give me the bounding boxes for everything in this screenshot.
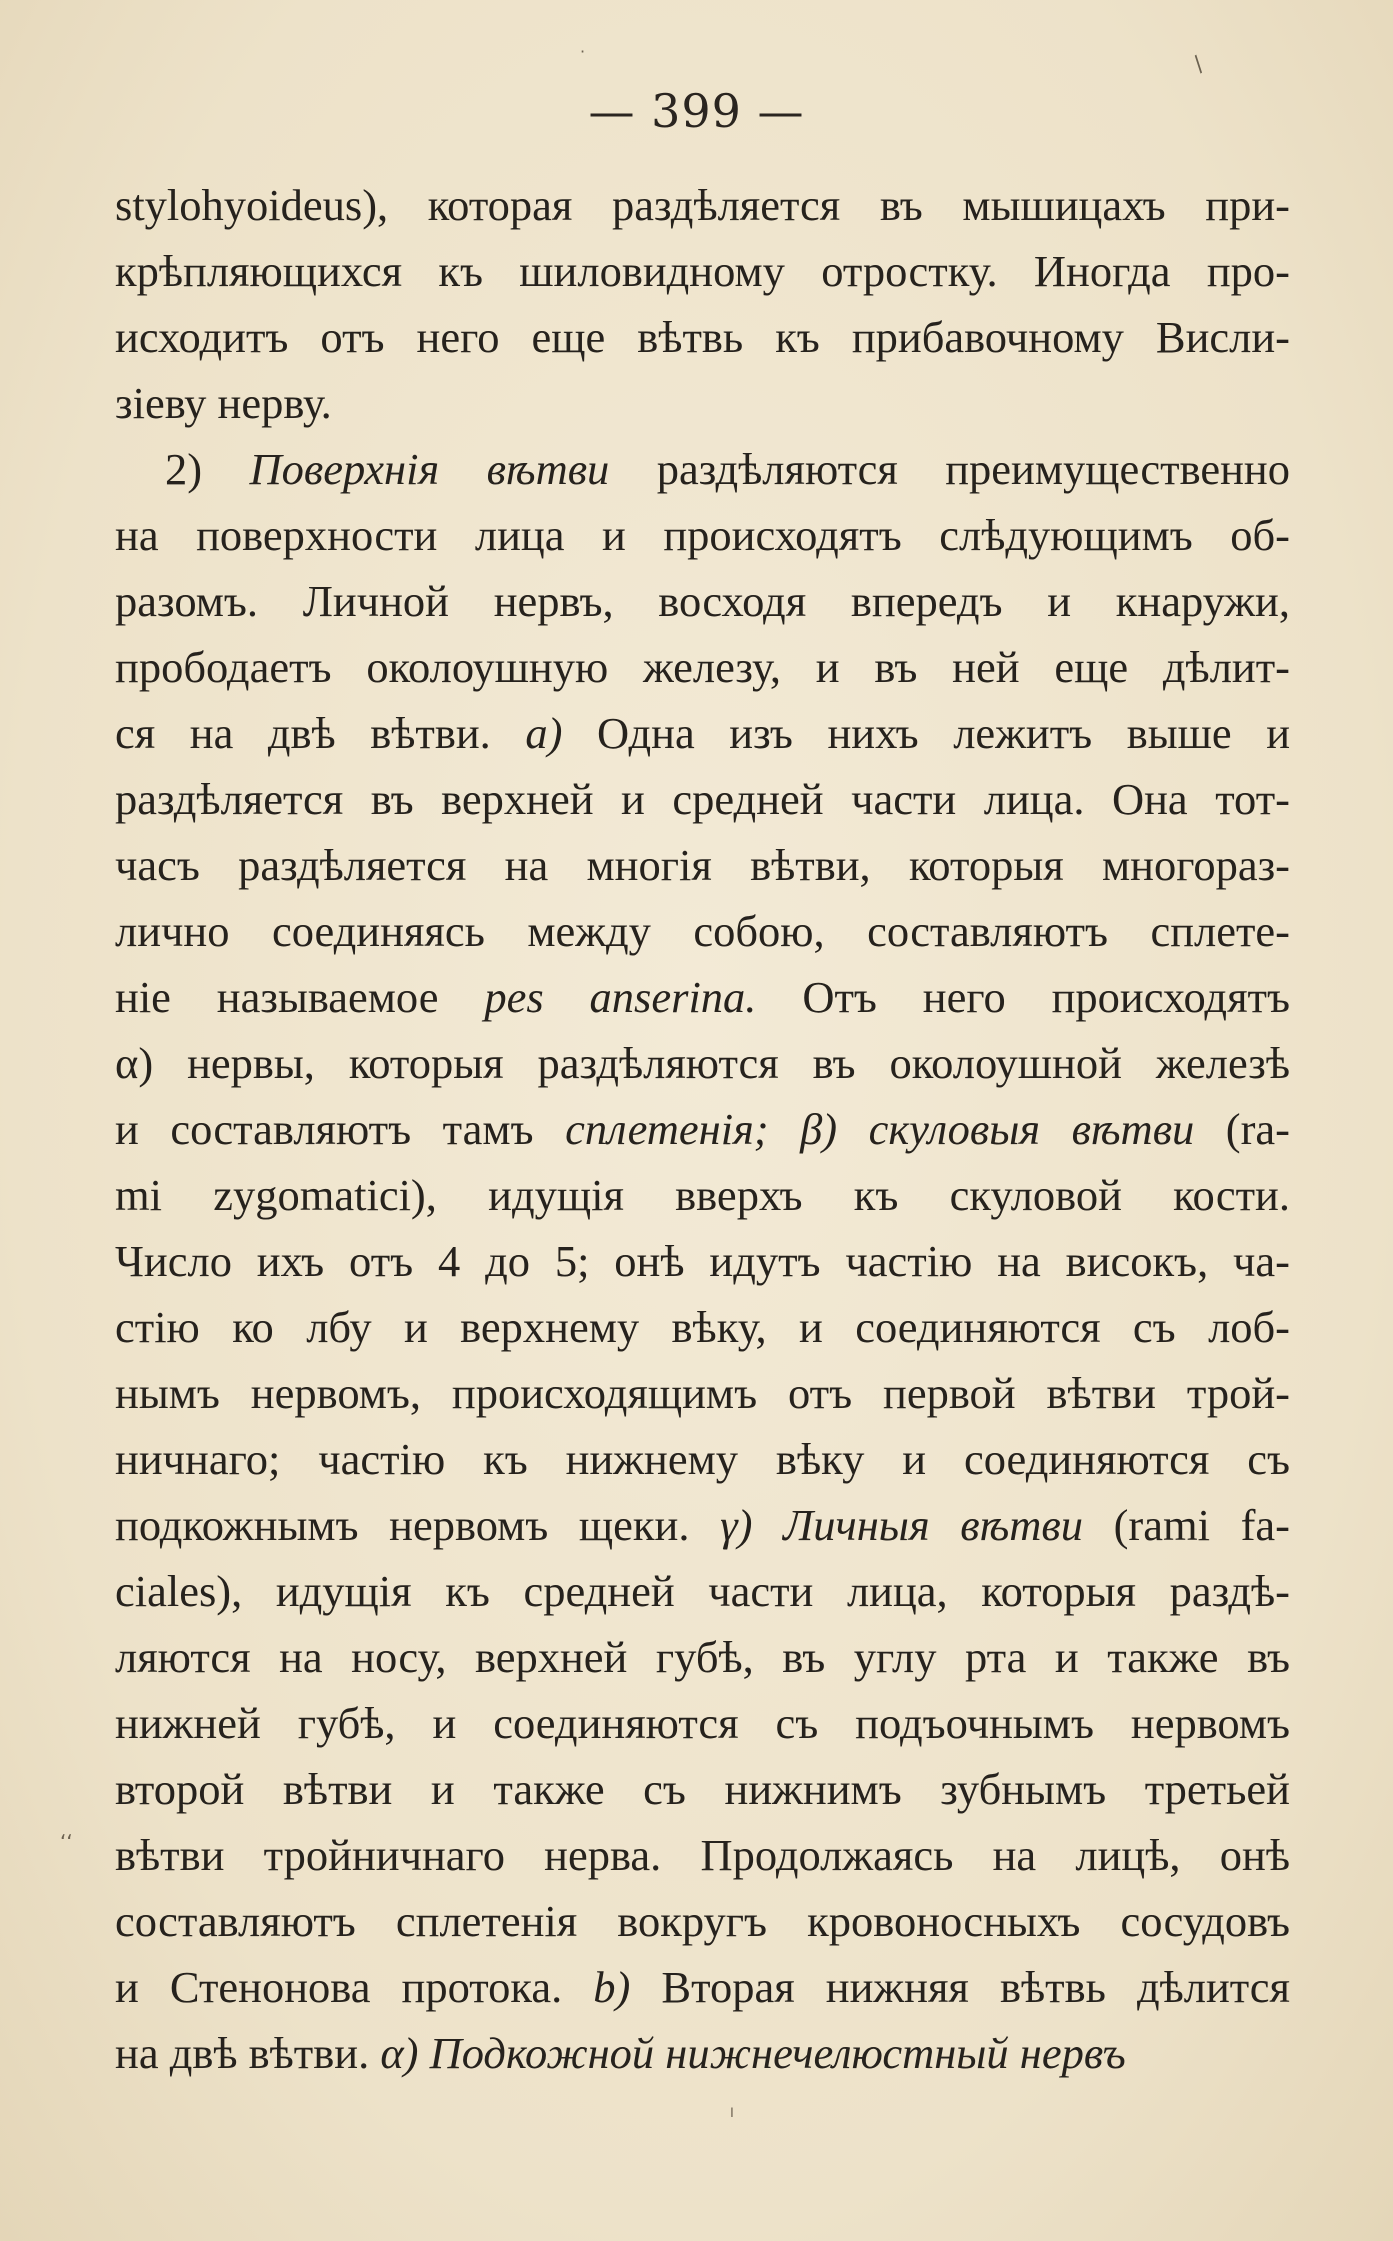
text-run: ніе называемое: [115, 972, 485, 1022]
text-line: составляютъ сплетенія вокругъ кровоносныхъ сосудовъ: [115, 1896, 1290, 1946]
text-line: лично соединяясь между собою, составляютъ сплете-: [115, 906, 1290, 956]
text-run: (ra-: [1194, 1104, 1290, 1154]
text-line: нымъ нервомъ, происходящимъ отъ первой вѣтви трой-: [115, 1368, 1290, 1418]
text-line: исходитъ отъ него еще вѣтвь къ прибавочному Висли-: [115, 312, 1290, 362]
text-run: раздѣляются преимущественно: [609, 444, 1290, 494]
text-run: (rami fa-: [1082, 1500, 1290, 1550]
text-line: ничнаго; частію къ нижнему вѣку и соединяются съ: [115, 1434, 1290, 1484]
stray-mark: ·: [580, 42, 586, 61]
text-line: разомъ. Личной нервъ, восходя впередъ и кнаружи,: [115, 576, 1290, 626]
italic-run: α) Подкожной нижнечелюстный нервъ: [380, 2028, 1126, 2078]
italic-run: сплетенія; β) скуловыя вѣтви: [565, 1104, 1195, 1154]
text-line: [115, 436, 1290, 502]
page-number: — 399 —: [588, 84, 805, 138]
text-run: и составляютъ тамъ: [115, 1104, 566, 1154]
text-line: второй вѣтви и также съ нижнимъ зубнымъ третьей: [115, 1764, 1290, 1814]
italic-run: a): [525, 708, 563, 758]
text-run: на двѣ вѣтви.: [115, 2028, 381, 2078]
text-line: ciales), идущія къ средней части лица, которыя раздѣ-: [115, 1566, 1290, 1616]
text-line: [115, 964, 1290, 1030]
text-line: вѣтви тройничнаго нерва. Продолжаясь на лицѣ, онѣ: [115, 1830, 1290, 1880]
text-line: [115, 1096, 1290, 1162]
italic-run: γ) Личныя вѣтви: [720, 1500, 1083, 1550]
text-run: подкожнымъ нервомъ щеки.: [115, 1500, 721, 1550]
text-line: Число ихъ отъ 4 до 5; онѣ идутъ частію на високъ, ча-: [115, 1236, 1290, 1286]
text-line: нижней губѣ, и соединяются съ подъочнымъ нервомъ: [115, 1698, 1290, 1748]
italic-run: pes anserina.: [484, 972, 757, 1022]
text-run: α) нервы, которыя раздѣляются въ околоушной железѣ: [115, 1038, 1290, 1088]
text-run: Вторая нижняя вѣтвь дѣлится: [630, 1962, 1290, 2012]
stray-mark: ˡ: [730, 2105, 734, 2130]
stray-mark: ʻʻ: [60, 1830, 73, 1854]
text-line: [115, 700, 1290, 766]
text-run: и Стенонова протока.: [115, 1962, 594, 2012]
text-line: ляются на носу, верхней губѣ, въ углу рта и также въ: [115, 1632, 1290, 1682]
text-line: [115, 2020, 1290, 2086]
text-line: на поверхности лица и происходятъ слѣдующимъ об-: [115, 510, 1290, 560]
text-run: ся на двѣ вѣтви.: [115, 708, 526, 758]
text-line: прободаетъ околоушную железу, и въ ней еще дѣлит-: [115, 642, 1290, 692]
stray-mark: /: [1188, 52, 1209, 77]
body-text: [115, 172, 1290, 2086]
italic-run: Поверхнія вѣтви: [249, 444, 610, 494]
text-line: mi zygomatici), идущія вверхъ къ скуловой кости.: [115, 1170, 1290, 1220]
text-line: [115, 1954, 1290, 2020]
text-line: [115, 1492, 1290, 1558]
italic-run: b): [593, 1962, 631, 2012]
text-run: 2): [165, 444, 250, 494]
text-line: [115, 1030, 1290, 1096]
text-line: стію ко лбу и верхнему вѣку, и соединяются съ лоб-: [115, 1302, 1290, 1352]
text-line: stylohyoideus), которая раздѣляется въ мышицахъ при-: [115, 180, 1290, 230]
text-line: раздѣляется въ верхней и средней части лица. Она тот-: [115, 774, 1290, 824]
text-line: крѣпляющихся къ шиловидному отростку. Иногда про-: [115, 246, 1290, 296]
text-run: Отъ него происходятъ: [756, 972, 1290, 1022]
text-line: часъ раздѣляется на многія вѣтви, которыя многораз-: [115, 840, 1290, 890]
text-line: зіеву нерву.: [115, 378, 332, 428]
text-run: Одна изъ нихъ лежитъ выше и: [562, 708, 1290, 758]
